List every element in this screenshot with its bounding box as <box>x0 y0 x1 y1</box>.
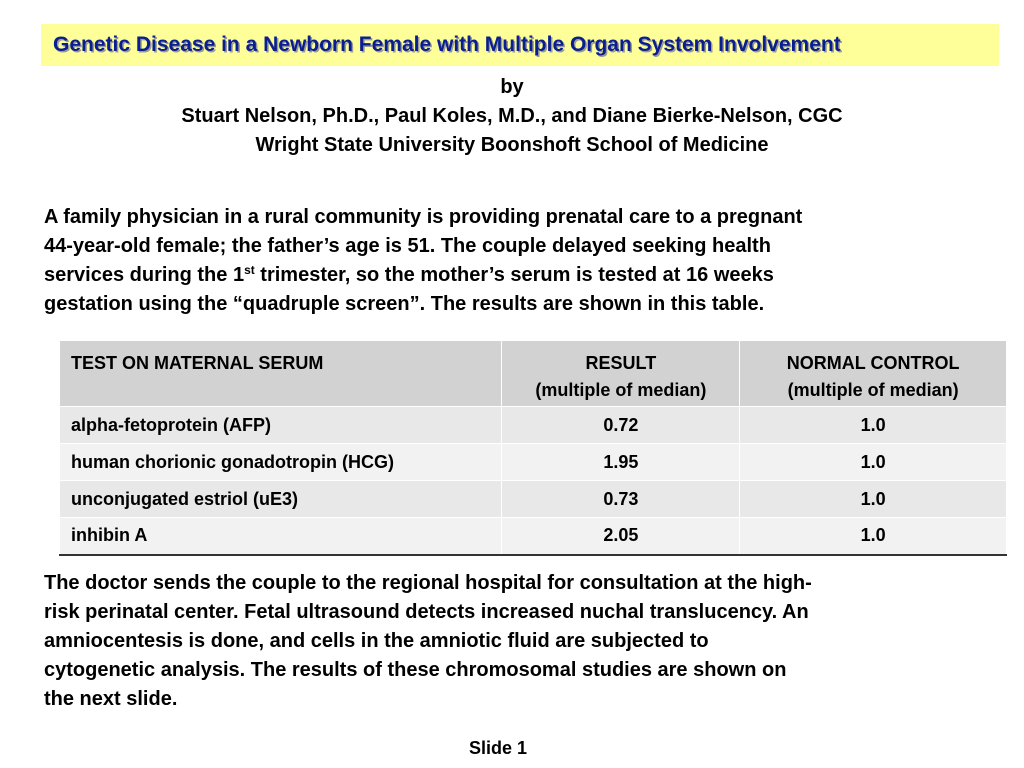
cell-test: inhibin A <box>60 518 502 555</box>
cell-test: alpha-fetoprotein (AFP) <box>60 407 502 444</box>
header-normal-control: NORMAL CONTROL (multiple of median) <box>740 341 1007 407</box>
outro-line: amniocentesis is done, and cells in the amniotic fluid are subjected to <box>44 630 709 652</box>
intro-line: 44-year-old female; the father’s age is 51. The couple delayed seeking health <box>44 235 771 257</box>
cell-result: 0.73 <box>502 481 740 518</box>
outro-line: cytogenetic analysis. The results of these chromosomal studies are shown on <box>44 659 787 681</box>
outro-paragraph <box>44 569 994 714</box>
intro-paragraph <box>44 203 994 319</box>
cell-test: unconjugated estriol (uE3) <box>60 481 502 518</box>
cell-control: 1.0 <box>740 444 1007 481</box>
header-test: TEST ON MATERNAL SERUM <box>60 341 502 407</box>
cell-result: 0.72 <box>502 407 740 444</box>
intro-line <box>44 261 994 290</box>
outro-line: the next slide. <box>44 688 178 710</box>
outro-line: The doctor sends the couple to the regional hospital for consultation at the high- <box>44 572 812 594</box>
byline-by: by <box>500 76 524 98</box>
title-banner <box>41 24 999 66</box>
byline-affiliation: Wright State University Boonshoft School of Medicine <box>255 134 769 156</box>
table-row <box>60 481 1007 518</box>
ordinal-superscript: st <box>244 263 255 277</box>
intro-line: gestation using the “quadruple screen”. The results are shown in this table. <box>44 293 765 315</box>
table-row <box>60 444 1007 481</box>
outro-line: risk perinatal center. Fetal ultrasound detects increased nuchal translucency. An <box>44 601 809 623</box>
cell-control: 1.0 <box>740 481 1007 518</box>
serum-results-table <box>59 340 1007 556</box>
cell-result: 1.95 <box>502 444 740 481</box>
cell-control: 1.0 <box>740 518 1007 555</box>
intro-text: trimester, so the mother’s serum is tested at 16 weeks <box>254 264 774 286</box>
table-header-row <box>60 341 1007 407</box>
slide-title: Genetic Disease in a Newborn Female with Multiple Organ System Involvement <box>53 33 841 56</box>
header-result: RESULT (multiple of median) <box>502 341 740 407</box>
intro-line: A family physician in a rural community is providing prenatal care to a pregnant <box>44 206 803 228</box>
table-row <box>60 407 1007 444</box>
slide-number: Slide 1 <box>468 738 528 758</box>
cell-control: 1.0 <box>740 407 1007 444</box>
table-row <box>60 518 1007 555</box>
cell-test: human chorionic gonadotropin (HCG) <box>60 444 502 481</box>
byline-authors: Stuart Nelson, Ph.D., Paul Koles, M.D., and Diane Bierke-Nelson, CGC <box>181 105 843 127</box>
cell-result: 2.05 <box>502 518 740 555</box>
intro-text: services during the 1 <box>44 264 245 286</box>
